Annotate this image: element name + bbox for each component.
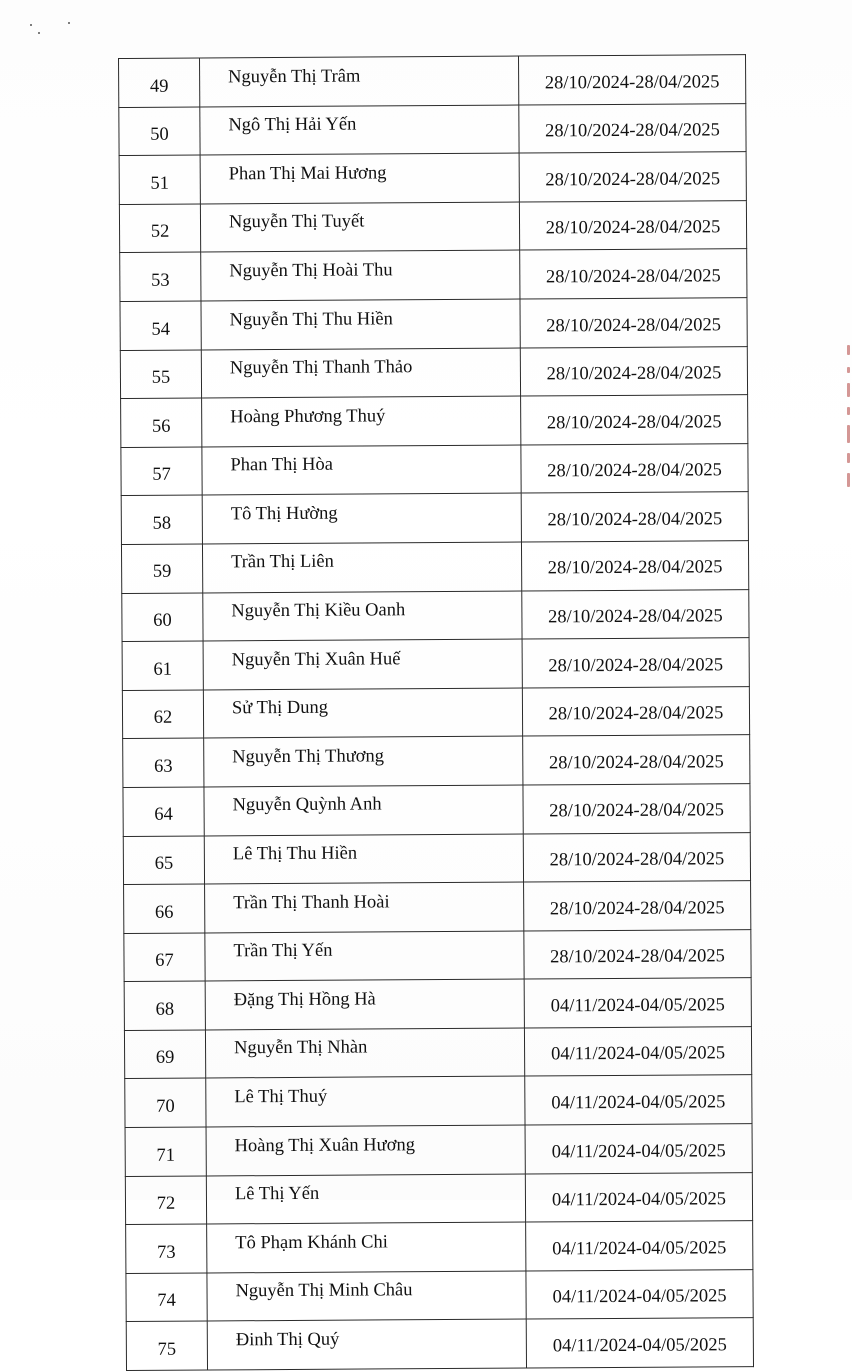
table-row	[120, 249, 747, 301]
employee-name-cell: Trần Thị Liên	[202, 542, 521, 593]
period-cell: 04/11/2024-04/05/2025	[526, 1318, 753, 1368]
employee-name-cell: Nguyễn Thị Tuyết	[200, 202, 519, 253]
table-row	[121, 492, 748, 544]
row-number-cell: 67	[124, 933, 205, 982]
period-cell: 28/10/2024-28/04/2025	[523, 735, 750, 785]
row-number-cell: 49	[119, 58, 200, 107]
period-cell: 28/10/2024-28/04/2025	[519, 200, 746, 250]
period-cell: 28/10/2024-28/04/2025	[521, 395, 748, 445]
employee-name-cell: Nguyễn Thị Hoài Thu	[201, 250, 520, 301]
table-row	[120, 298, 747, 350]
period-cell: 28/10/2024-28/04/2025	[523, 832, 750, 882]
row-number-cell: 73	[126, 1224, 207, 1273]
stamp-edge-mark	[840, 345, 852, 495]
period-cell: 04/11/2024-04/05/2025	[524, 1027, 751, 1077]
table-row	[125, 1172, 752, 1224]
row-number-cell: 51	[119, 155, 200, 204]
period-cell: 28/10/2024-28/04/2025	[518, 55, 745, 105]
table-row	[122, 638, 749, 690]
employee-name-cell: Lê Thị Thu Hiền	[204, 834, 523, 885]
table-row	[123, 784, 750, 836]
period-cell: 28/10/2024-28/04/2025	[521, 492, 748, 542]
period-cell: 04/11/2024-04/05/2025	[526, 1221, 753, 1271]
scan-marks	[28, 18, 88, 38]
row-number-cell: 57	[121, 447, 202, 496]
period-cell: 28/10/2024-28/04/2025	[524, 929, 751, 979]
table-row	[124, 881, 751, 933]
period-cell: 28/10/2024-28/04/2025	[523, 784, 750, 834]
row-number-cell: 70	[125, 1078, 206, 1127]
table-row	[124, 1027, 751, 1079]
period-cell: 28/10/2024-28/04/2025	[519, 152, 746, 202]
row-number-cell: 54	[120, 301, 201, 350]
employee-name-cell: Lê Thị Thuý	[206, 1077, 525, 1128]
table-row	[124, 929, 751, 981]
table-row	[126, 1269, 753, 1321]
row-number-cell: 60	[122, 593, 203, 642]
table-row	[126, 1318, 753, 1370]
employee-name-cell: Hoàng Phương Thuý	[202, 396, 521, 447]
table-row	[121, 395, 748, 447]
table-row	[125, 1124, 752, 1176]
employee-name-cell: Đinh Thị Quý	[207, 1319, 526, 1370]
row-number-cell: 56	[121, 398, 202, 447]
row-number-cell: 53	[120, 252, 201, 301]
period-cell: 28/10/2024-28/04/2025	[521, 541, 748, 591]
employee-name-cell: Trần Thị Yến	[205, 931, 524, 982]
employee-name-cell: Sử Thị Dung	[203, 688, 522, 739]
employee-name-cell: Nguyễn Thị Nhàn	[205, 1028, 524, 1079]
row-number-cell: 64	[123, 787, 204, 836]
period-cell: 04/11/2024-04/05/2025	[524, 978, 751, 1028]
row-number-cell: 52	[119, 204, 200, 253]
row-number-cell: 74	[126, 1273, 207, 1322]
employee-name-cell: Tô Phạm Khánh Chi	[207, 1222, 526, 1273]
employee-name-cell: Nguyễn Quỳnh Anh	[204, 785, 523, 836]
period-cell: 28/10/2024-28/04/2025	[522, 686, 749, 736]
row-number-cell: 59	[121, 544, 202, 593]
employee-name-cell: Nguyễn Thị Minh Châu	[207, 1271, 526, 1322]
period-cell: 04/11/2024-04/05/2025	[525, 1124, 752, 1174]
table-row	[123, 735, 750, 787]
period-cell: 28/10/2024-28/04/2025	[520, 249, 747, 299]
table-row	[123, 832, 750, 884]
period-cell: 28/10/2024-28/04/2025	[520, 346, 747, 396]
row-number-cell: 72	[125, 1176, 206, 1225]
table-row	[119, 55, 746, 107]
row-number-cell: 66	[124, 884, 205, 933]
employee-name-cell: Ngô Thị Hải Yến	[200, 105, 519, 156]
table-row	[119, 103, 746, 155]
table-row	[122, 686, 749, 738]
row-number-cell: 65	[123, 835, 204, 884]
table-row	[124, 978, 751, 1030]
table-row	[122, 589, 749, 641]
employee-name-cell: Nguyễn Thị Thanh Thảo	[201, 348, 520, 399]
row-number-cell: 71	[125, 1127, 206, 1176]
table-row	[126, 1221, 753, 1273]
period-cell: 28/10/2024-28/04/2025	[522, 589, 749, 639]
table-row	[119, 200, 746, 252]
row-number-cell: 55	[120, 350, 201, 399]
employee-name-cell: Phan Thị Mai Hương	[200, 153, 519, 204]
period-cell: 04/11/2024-04/05/2025	[526, 1269, 753, 1319]
table-row	[125, 1075, 752, 1127]
employee-name-cell: Phan Thị Hòa	[202, 445, 521, 496]
employee-name-cell: Nguyễn Thị Thương	[204, 736, 523, 787]
period-cell: 04/11/2024-04/05/2025	[525, 1172, 752, 1222]
table-row	[121, 541, 748, 593]
table-row	[121, 443, 748, 495]
employee-name-cell: Hoàng Thị Xuân Hương	[206, 1125, 525, 1176]
staff-list-table	[118, 54, 754, 1371]
table-row	[120, 346, 747, 398]
row-number-cell: 62	[122, 690, 203, 739]
employee-name-cell: Trần Thị Thanh Hoài	[205, 882, 524, 933]
period-cell: 28/10/2024-28/04/2025	[519, 103, 746, 153]
period-cell: 28/10/2024-28/04/2025	[520, 298, 747, 348]
row-number-cell: 61	[122, 641, 203, 690]
employee-name-cell: Lê Thị Yến	[206, 1174, 525, 1225]
employee-name-cell: Nguyễn Thị Trâm	[200, 56, 519, 107]
row-number-cell: 69	[124, 1030, 205, 1079]
employee-name-cell: Nguyễn Thị Kiều Oanh	[203, 591, 522, 642]
row-number-cell: 58	[121, 495, 202, 544]
employee-name-cell: Nguyễn Thị Xuân Huế	[203, 639, 522, 690]
row-number-cell: 50	[119, 107, 200, 156]
row-number-cell: 63	[123, 738, 204, 787]
period-cell: 04/11/2024-04/05/2025	[525, 1075, 752, 1125]
row-number-cell: 68	[124, 981, 205, 1030]
period-cell: 28/10/2024-28/04/2025	[524, 881, 751, 931]
row-number-cell: 75	[126, 1321, 207, 1370]
period-cell: 28/10/2024-28/04/2025	[522, 638, 749, 688]
employee-name-cell: Nguyễn Thị Thu Hiền	[201, 299, 520, 350]
employee-name-cell: Tô Thị Hường	[202, 493, 521, 544]
employee-name-cell: Đặng Thị Hồng Hà	[205, 979, 524, 1030]
table-body	[119, 55, 754, 1371]
period-cell: 28/10/2024-28/04/2025	[521, 443, 748, 493]
table-row	[119, 152, 746, 204]
